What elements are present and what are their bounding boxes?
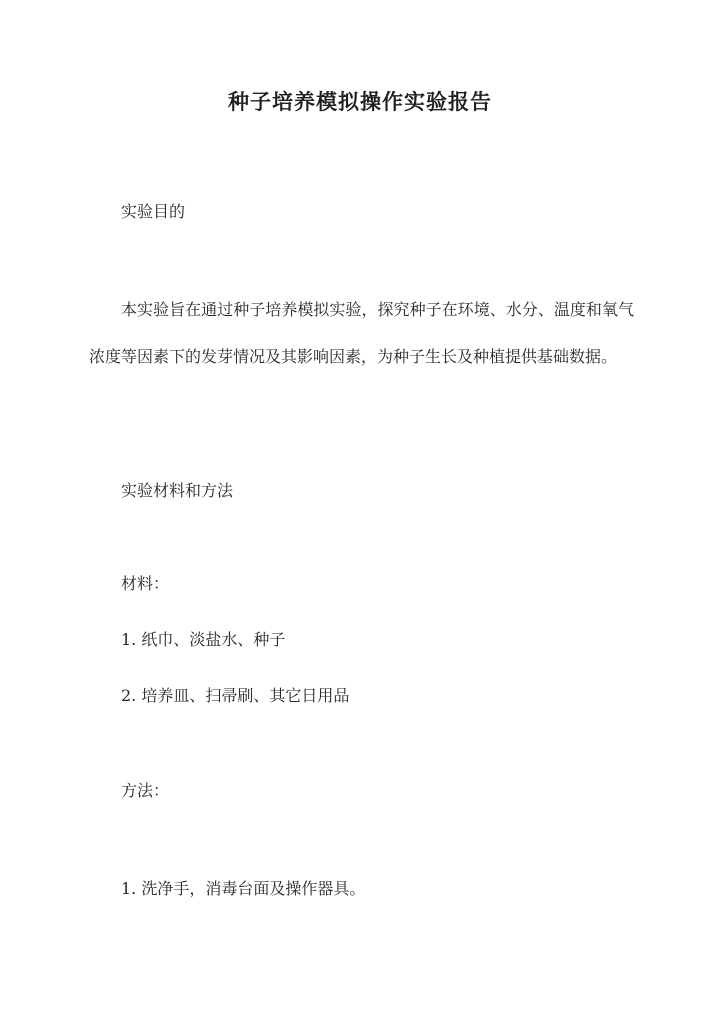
materials-label: 材料： [121, 574, 170, 593]
materials-item: 2. 培养皿、扫帚刷、其它日用品 [121, 686, 350, 705]
methods-label: 方法： [121, 781, 170, 800]
materials-item: 1. 纸巾、淡盐水、种子 [121, 630, 286, 649]
materials-methods-heading: 实验材料和方法 [121, 481, 234, 500]
methods-item: 1. 洗净手，消毒台面及操作器具。 [121, 879, 366, 898]
purpose-heading: 实验目的 [121, 202, 186, 221]
purpose-paragraph: 本实验旨在通过种子培养模拟实验，探究种子在环境、水分、温度和氧气浓度等因素下的发芽情况及其影响因素，为种子生长及种植提供基础数据。 [89, 300, 634, 366]
document-title: 种子培养模拟操作实验报告 [228, 89, 492, 114]
